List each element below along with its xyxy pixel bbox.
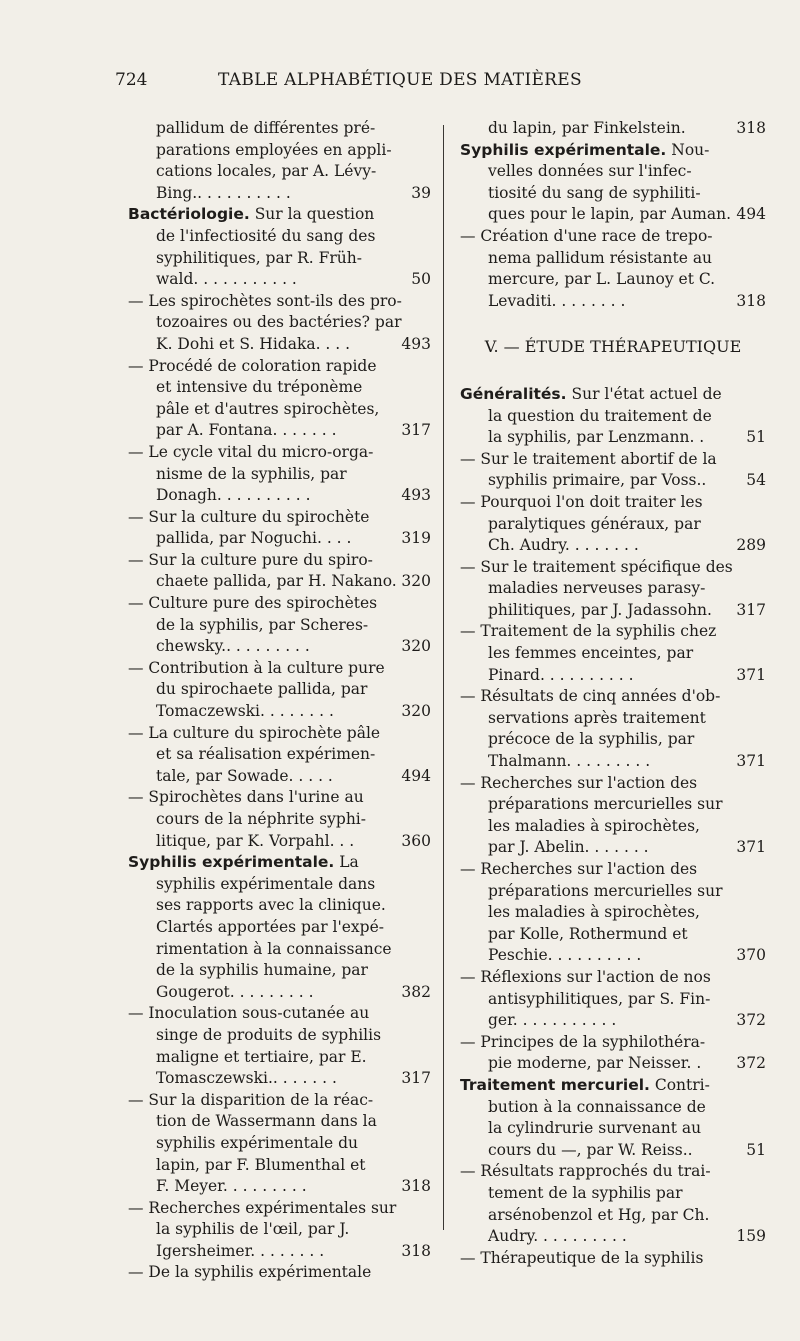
index-entry xyxy=(128,1003,431,1089)
entry-line xyxy=(460,161,766,183)
entry-line xyxy=(128,1090,428,1112)
index-entry xyxy=(128,593,431,658)
entry-line xyxy=(128,744,428,766)
entry-line xyxy=(128,183,431,205)
entry-line xyxy=(128,615,428,637)
entry-line xyxy=(460,945,766,967)
entry-text: la syphilis, par Lenzmann. . xyxy=(488,428,705,447)
entry-text: maligne et tertiaire, par E. xyxy=(156,1047,367,1066)
entry-line xyxy=(460,1226,766,1248)
index-entry xyxy=(128,1262,428,1284)
index-entry xyxy=(128,787,431,852)
entry-line xyxy=(128,226,428,248)
entry-text: — Thérapeutique de la syphilis xyxy=(460,1248,704,1267)
entry-text: La xyxy=(334,853,359,872)
page-reference: 51 xyxy=(746,1140,766,1159)
entry-text: Levaditi. . . . . . . . xyxy=(488,291,626,310)
entry-line xyxy=(128,248,428,270)
entry-text: de la syphilis humaine, par xyxy=(156,961,368,980)
entry-text: du lapin, par Finkelstein. xyxy=(488,119,686,137)
entry-line xyxy=(460,291,766,313)
entry-text: — Résultats rapprochés du trai- xyxy=(460,1162,711,1181)
entry-text: Igersheimer. . . . . . . . xyxy=(156,1241,325,1260)
entry-text: — Recherches expérimentales sur xyxy=(128,1198,397,1217)
index-entry xyxy=(460,492,766,557)
entry-line xyxy=(460,729,766,751)
entry-line xyxy=(460,621,766,643)
index-entry xyxy=(460,118,766,140)
index-entry xyxy=(128,852,431,1003)
entry-text: parations employées en appli- xyxy=(156,140,392,159)
page-reference: 319 xyxy=(401,529,431,548)
entry-text: — Pourquoi l'on doit traiter les xyxy=(460,492,703,511)
entry-line xyxy=(460,248,766,270)
entry-line xyxy=(460,492,766,514)
entry-text: la question du traitement de xyxy=(488,406,712,425)
entry-text: tale, par Sowade. . . . . xyxy=(156,766,333,785)
entry-text: — Sur le traitement spécifique des xyxy=(460,557,733,576)
page-number: 724 xyxy=(115,70,148,90)
entry-line xyxy=(128,312,428,334)
entry-text: précoce de la syphilis, par xyxy=(488,730,695,749)
entry-text: Donagh. . . . . . . . . . xyxy=(156,486,311,505)
entry-text: Nou- xyxy=(666,140,710,159)
entry-text: servations après traitement xyxy=(488,708,706,727)
page-reference: 159 xyxy=(736,1227,766,1246)
entry-text: — Réflexions sur l'action de nos xyxy=(460,967,711,986)
entry-line xyxy=(128,701,431,723)
entry-text: les maladies à spirochètes, xyxy=(488,903,700,922)
entry-line xyxy=(460,1161,766,1183)
page-reference: 371 xyxy=(736,838,766,857)
entry-line xyxy=(128,895,428,917)
index-entry xyxy=(460,384,766,449)
entry-line xyxy=(460,859,766,881)
entry-line xyxy=(460,686,766,708)
entry-text: K. Dohi et S. Hidaka. . . . xyxy=(156,334,351,353)
entry-line xyxy=(128,528,431,550)
index-entry xyxy=(128,118,431,204)
entry-text: les femmes enceintes, par xyxy=(488,644,694,663)
page-reference: 320 xyxy=(401,702,431,721)
entry-text: — Traitement de la syphilis chez xyxy=(460,622,717,641)
entry-text: tion de Wassermann dans la xyxy=(156,1112,377,1131)
entry-line xyxy=(128,939,428,961)
entry-line xyxy=(128,658,428,680)
page-reference: 318 xyxy=(736,119,766,137)
entry-text: — Contribution à la culture pure xyxy=(128,658,385,677)
entry-heading: Bactériologie. xyxy=(128,205,250,224)
entry-line xyxy=(460,967,766,989)
entry-text: les maladies à spirochètes, xyxy=(488,816,700,835)
entry-text: F. Meyer. . . . . . . . . xyxy=(156,1177,307,1196)
left-column xyxy=(128,118,431,1284)
running-head: TABLE ALPHABÉTIQUE DES MATIÈRES xyxy=(218,70,582,90)
entry-text: Audry. . . . . . . . . . xyxy=(488,1227,627,1246)
entry-line xyxy=(460,751,766,773)
entry-heading: Généralités. xyxy=(460,384,567,403)
entry-line xyxy=(128,269,431,291)
entry-line xyxy=(128,571,431,593)
entry-text: — Sur la culture du spirochète xyxy=(128,507,370,526)
entry-text: Tomasczewski.. . . . . . . xyxy=(156,1069,337,1088)
entry-line xyxy=(128,485,431,507)
entry-line xyxy=(128,118,428,140)
entry-text: — Spirochètes dans l'urine au xyxy=(128,788,364,807)
entry-line xyxy=(128,1241,431,1263)
entry-text: velles données sur l'infec- xyxy=(488,162,692,181)
index-entry xyxy=(128,442,431,507)
entry-line xyxy=(460,600,766,622)
index-entry xyxy=(128,723,431,788)
entry-line xyxy=(128,140,428,162)
page-reference: 50 xyxy=(411,270,431,289)
entry-line xyxy=(460,140,766,162)
entry-line xyxy=(128,442,428,464)
entry-line xyxy=(460,427,766,449)
entry-line xyxy=(460,816,766,838)
entry-text: — Les spirochètes sont-ils des pro- xyxy=(128,291,402,310)
entry-text: Contri- xyxy=(649,1075,710,1094)
index-entry xyxy=(460,1075,766,1161)
entry-line xyxy=(460,514,766,536)
entry-text: du spirochaete pallida, par xyxy=(156,680,368,699)
page-reference: 317 xyxy=(401,1069,431,1088)
entry-line xyxy=(128,852,428,874)
entry-line xyxy=(128,787,428,809)
entry-line xyxy=(460,449,766,471)
entry-text: Sur l'état actuel de xyxy=(566,384,722,403)
page-reference: 372 xyxy=(736,1054,766,1073)
entry-text: arsénobenzol et Hg, par Ch. xyxy=(488,1205,710,1224)
entry-text: — De la syphilis expérimentale xyxy=(128,1263,372,1282)
entry-line xyxy=(128,204,428,226)
entry-text: bution à la connaissance de xyxy=(488,1097,706,1116)
page-reference: 370 xyxy=(736,946,766,965)
entry-text: Clartés apportées par l'expé- xyxy=(156,917,384,936)
entry-text: de la syphilis, par Scheres- xyxy=(156,615,369,634)
entry-line xyxy=(460,1248,766,1270)
entry-text: ger. . . . . . . . . . . xyxy=(488,1011,617,1030)
index-entry xyxy=(128,1090,431,1198)
entry-line xyxy=(128,1219,428,1241)
entry-text: — Recherches sur l'action des xyxy=(460,773,698,792)
page-reference: 54 xyxy=(746,471,766,490)
entry-line xyxy=(128,831,431,853)
entry-line xyxy=(460,1097,766,1119)
entry-line xyxy=(128,1133,428,1155)
entry-line xyxy=(128,1111,428,1133)
entry-text: par J. Abelin. . . . . . . xyxy=(488,838,649,857)
page-reference: 360 xyxy=(401,831,431,850)
page-reference: 382 xyxy=(401,982,431,1001)
entry-text: Pinard. . . . . . . . . . xyxy=(488,665,634,684)
entry-line xyxy=(460,578,766,600)
page-reference: 51 xyxy=(746,428,766,447)
entry-text: singe de produits de syphilis xyxy=(156,1025,382,1044)
entry-text: Peschie. . . . . . . . . . xyxy=(488,946,642,965)
entry-text: pâle et d'autres spirochètes, xyxy=(156,399,380,418)
entry-line xyxy=(128,399,428,421)
entry-line xyxy=(128,960,428,982)
index-entry xyxy=(460,859,766,967)
entry-text: mercure, par L. Launoy et C. xyxy=(488,270,716,289)
entry-line xyxy=(128,679,428,701)
index-entry xyxy=(128,291,431,356)
entry-text: la syphilis de l'œil, par J. xyxy=(156,1220,350,1239)
page-reference: 320 xyxy=(401,572,431,591)
index-entry xyxy=(460,1248,766,1270)
entry-text: et sa réalisation expérimen- xyxy=(156,745,376,764)
index-entry xyxy=(128,204,431,290)
entry-text: par Kolle, Rothermund et xyxy=(488,924,688,943)
entry-line xyxy=(128,161,428,183)
entry-text: cours du —, par W. Reiss.. xyxy=(488,1140,693,1159)
page-reference: 320 xyxy=(401,637,431,656)
entry-line xyxy=(460,837,766,859)
entry-line xyxy=(128,550,428,572)
entry-line xyxy=(460,881,766,903)
entry-line xyxy=(460,384,766,406)
entry-text: ques pour le lapin, par Auman. xyxy=(488,205,732,224)
entry-line xyxy=(128,334,431,356)
entry-text: préparations mercurielles sur xyxy=(488,795,723,814)
index-entry xyxy=(460,621,766,686)
index-entry xyxy=(460,226,766,312)
entry-line xyxy=(460,183,766,205)
entry-line xyxy=(460,1205,766,1227)
entry-text: — Sur la disparition de la réac- xyxy=(128,1090,374,1109)
entry-text: cations locales, par A. Lévy- xyxy=(156,162,377,181)
entry-line xyxy=(128,377,428,399)
entry-text: — Le cycle vital du micro-orga- xyxy=(128,442,374,461)
entry-text: lapin, par F. Blumenthal et xyxy=(156,1155,366,1174)
entry-text: wald. . . . . . . . . . . xyxy=(156,270,297,289)
entry-line xyxy=(460,1118,766,1140)
entry-line xyxy=(128,291,428,313)
entry-text: tozoaires ou des bactéries? par xyxy=(156,313,402,332)
page-reference: 39 xyxy=(411,183,431,202)
entry-line xyxy=(460,1075,766,1097)
entry-line xyxy=(128,809,428,831)
page-reference: 371 xyxy=(736,665,766,684)
entry-text: tiosité du sang de syphiliti- xyxy=(488,183,701,202)
entry-text: — Résultats de cinq années d'ob- xyxy=(460,687,721,706)
entry-line xyxy=(128,1068,431,1090)
entry-line xyxy=(460,1053,766,1075)
entry-line xyxy=(128,507,428,529)
entry-line xyxy=(460,924,766,946)
entry-line xyxy=(460,1140,766,1162)
index-entry xyxy=(128,1198,431,1263)
entry-line xyxy=(460,773,766,795)
page-reference: 318 xyxy=(401,1241,431,1260)
entry-line xyxy=(460,269,766,291)
entry-heading: Traitement mercuriel. xyxy=(460,1075,650,1094)
entry-line xyxy=(128,1262,428,1284)
entry-line xyxy=(128,1198,428,1220)
entry-line xyxy=(128,766,431,788)
entry-line xyxy=(460,989,766,1011)
index-entry xyxy=(460,140,766,226)
entry-text: paralytiques généraux, par xyxy=(488,514,701,533)
entry-line xyxy=(460,1010,766,1032)
index-entry xyxy=(128,356,431,442)
entry-text: pie moderne, par Neisser. . xyxy=(488,1054,702,1073)
page-reference: 372 xyxy=(736,1011,766,1030)
entry-text: — Création d'une race de trepo- xyxy=(460,226,713,245)
entry-line xyxy=(460,1183,766,1205)
index-entry xyxy=(128,550,431,593)
entry-line xyxy=(460,406,766,428)
entry-text: rimentation à la connaissance xyxy=(156,939,392,958)
entry-heading: Syphilis expérimentale. xyxy=(460,140,667,159)
entry-text: — Inoculation sous-cutanée au xyxy=(128,1004,370,1023)
page-reference: 494 xyxy=(736,205,766,224)
index-entry xyxy=(460,449,766,492)
entry-line xyxy=(128,593,428,615)
entry-text: — Principes de la syphilothéra- xyxy=(460,1032,706,1051)
entry-line xyxy=(460,665,766,687)
entry-line xyxy=(128,1003,428,1025)
entry-line xyxy=(128,356,428,378)
entry-text: — Recherches sur l'action des xyxy=(460,860,698,878)
entry-text: Gougerot. . . . . . . . . xyxy=(156,982,314,1001)
entry-line xyxy=(128,636,431,658)
entry-text: syphilis expérimentale dans xyxy=(156,874,376,893)
entry-text: Bing.. . . . . . . . . . xyxy=(156,183,291,202)
entry-text: Thalmann. . . . . . . . . xyxy=(488,752,651,771)
page-reference: 317 xyxy=(736,600,766,619)
entry-text: maladies nerveuses parasy- xyxy=(488,579,706,598)
entry-text: syphilis primaire, par Voss.. xyxy=(488,471,707,490)
entry-text: syphilis expérimentale du xyxy=(156,1133,359,1152)
entry-text: nisme de la syphilis, par xyxy=(156,464,347,483)
entry-line xyxy=(128,420,431,442)
entry-line xyxy=(128,917,428,939)
entry-text: ses rapports avec la clinique. xyxy=(156,896,386,915)
right-column xyxy=(460,118,766,1269)
index-entry xyxy=(460,967,766,1032)
entry-text: Ch. Audry. . . . . . . . xyxy=(488,536,639,555)
entry-text: — La culture du spirochète pâle xyxy=(128,723,381,742)
index-entry xyxy=(460,773,766,859)
entry-text: nema pallidum résistante au xyxy=(488,248,713,267)
page-reference: 371 xyxy=(736,752,766,771)
entry-text: par A. Fontana. . . . . . . xyxy=(156,421,337,440)
entry-text: Sur la question xyxy=(249,205,375,224)
column-divider xyxy=(443,125,444,1230)
entry-text: et intensive du tréponème xyxy=(156,378,363,397)
page-reference: 318 xyxy=(401,1177,431,1196)
entry-line xyxy=(460,204,766,226)
page-reference: 289 xyxy=(736,536,766,555)
page-reference: 493 xyxy=(401,486,431,505)
entry-text: — Culture pure des spirochètes xyxy=(128,594,378,613)
index-entry xyxy=(460,557,766,622)
entry-text: préparations mercurielles sur xyxy=(488,881,723,900)
entry-text: litique, par K. Vorpahl. . . xyxy=(156,831,355,850)
entry-line xyxy=(460,708,766,730)
entry-text: syphilitiques, par R. Früh- xyxy=(156,248,362,267)
entry-line xyxy=(460,470,766,492)
entry-line xyxy=(460,643,766,665)
entry-heading: Syphilis expérimentale. xyxy=(128,853,335,872)
section-heading: V. — ÉTUDE THÉRAPEUTIQUE xyxy=(484,337,742,357)
entry-line xyxy=(460,794,766,816)
entry-line xyxy=(460,535,766,557)
index-entry xyxy=(128,658,431,723)
entry-line xyxy=(460,902,766,924)
index-entry xyxy=(460,1032,766,1075)
entry-text: la cylindrurie survenant au xyxy=(488,1119,702,1138)
entry-text: antisyphilitiques, par S. Fin- xyxy=(488,989,711,1008)
entry-line xyxy=(128,1176,431,1198)
entry-text: chewsky.. . . . . . . . . xyxy=(156,637,310,656)
entry-text: — Sur le traitement abortif de la xyxy=(460,449,717,468)
entry-text: philitiques, par J. Jadassohn. xyxy=(488,600,712,619)
entry-line xyxy=(460,557,766,579)
entry-line xyxy=(128,1025,428,1047)
index-entry xyxy=(460,1161,766,1247)
entry-line xyxy=(460,118,766,140)
entry-line xyxy=(460,226,766,248)
entry-text: tement de la syphilis par xyxy=(488,1183,683,1202)
entry-line xyxy=(128,464,428,486)
entry-text: Tomaczewski. . . . . . . . xyxy=(156,702,334,721)
entry-line xyxy=(128,982,431,1004)
entry-text: pallida, par Noguchi. . . . xyxy=(156,529,352,548)
entry-text: — Sur la culture pure du spiro- xyxy=(128,550,373,569)
entry-line xyxy=(128,1047,428,1069)
page-reference: 493 xyxy=(401,334,431,353)
entry-text: de l'infectiosité du sang des xyxy=(156,226,376,245)
entry-text: — Procédé de coloration rapide xyxy=(128,356,377,375)
entry-text: pallidum de différentes pré- xyxy=(156,119,376,137)
page-reference: 317 xyxy=(401,421,431,440)
entry-line xyxy=(460,1032,766,1054)
index-entry xyxy=(128,507,431,550)
entry-line xyxy=(128,1155,428,1177)
entry-text: chaete pallida, par H. Nakano. xyxy=(156,572,397,591)
index-entry xyxy=(460,686,766,772)
entry-text: cours de la néphrite syphi- xyxy=(156,810,366,828)
entry-line xyxy=(128,723,428,745)
page-reference: 318 xyxy=(736,291,766,310)
entry-line xyxy=(128,874,428,896)
page-reference: 494 xyxy=(401,766,431,785)
